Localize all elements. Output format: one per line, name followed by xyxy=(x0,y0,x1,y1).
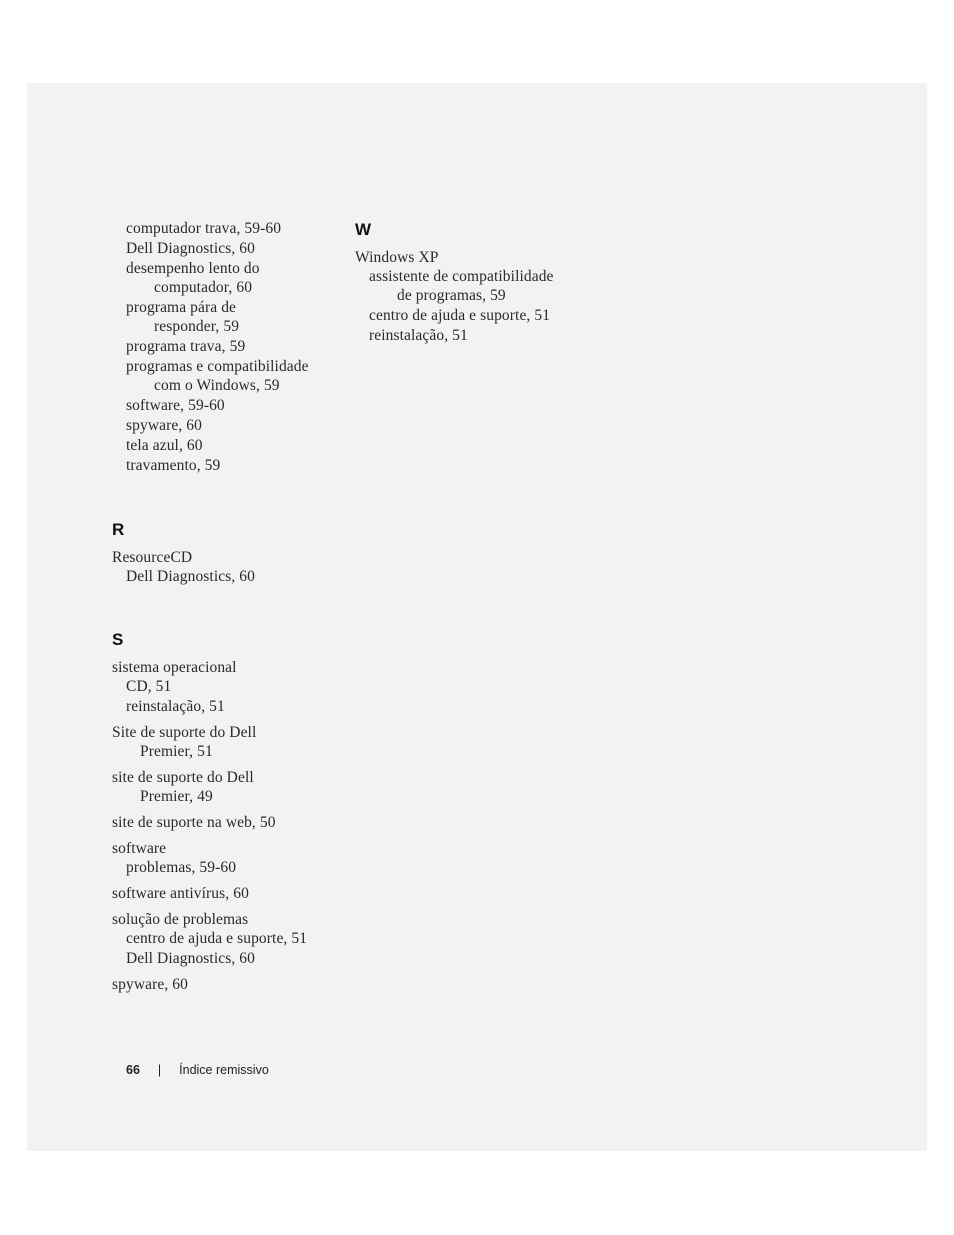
section-gap xyxy=(112,476,342,520)
index-entry-term: Windows XP xyxy=(355,249,439,266)
index-section-r xyxy=(112,520,342,586)
index-entry-term: Site de suporte do Dell xyxy=(112,724,257,741)
index-entry-solucao xyxy=(112,910,342,968)
index-subentry: software, 59-60 xyxy=(126,397,225,414)
index-subentry xyxy=(355,267,585,305)
index-entry-site-premier-2 xyxy=(112,768,342,806)
index-subentry: Dell Diagnostics, 60 xyxy=(126,568,255,585)
index-subentry-wrap: de programas, 59 xyxy=(397,287,506,304)
section-gap xyxy=(112,593,342,630)
index-subentry: travamento, 59 xyxy=(126,457,221,474)
index-section-s xyxy=(112,630,342,994)
index-subentry: Dell Diagnostics, 60 xyxy=(126,240,255,257)
document-page xyxy=(27,83,927,1151)
index-column-left xyxy=(112,219,342,1001)
index-subentry: programa trava, 59 xyxy=(126,338,246,355)
index-subentry-line: programas e compatibilidade xyxy=(126,358,309,375)
index-entry-site-web: site de suporte na web, 50 xyxy=(112,814,276,831)
index-subentry: centro de ajuda e suporte, 51 xyxy=(369,307,551,324)
index-entry-software-antivirus: software antivírus, 60 xyxy=(112,885,249,902)
page-number: 66 xyxy=(126,1063,140,1077)
index-entry-term: site de suporte do Dell xyxy=(112,769,254,786)
index-entry-windows-xp xyxy=(355,248,585,345)
index-subentry: spyware, 60 xyxy=(126,417,202,434)
index-subentry-line: desempenho lento do xyxy=(126,260,260,277)
index-entry-site-premier-1 xyxy=(112,723,342,761)
index-subentry: CD, 51 xyxy=(126,678,172,695)
index-subentry: centro de ajuda e suporte, 51 xyxy=(126,930,308,947)
index-subentry: tela azul, 60 xyxy=(126,437,203,454)
index-subentry: computador trava, 59-60 xyxy=(126,220,282,237)
index-column-right xyxy=(355,220,585,352)
index-entry-term: software xyxy=(112,840,167,857)
index-subentry: Dell Diagnostics, 60 xyxy=(126,950,255,967)
index-subentry xyxy=(112,259,342,297)
index-subentry xyxy=(112,298,342,336)
index-entry-software xyxy=(112,839,342,877)
index-entry-resourcecd xyxy=(112,548,342,586)
section-letter-w: W xyxy=(355,220,372,239)
footer-title: Índice remissivo xyxy=(179,1063,269,1077)
index-subentry-line: programa pára de xyxy=(126,299,237,316)
index-entry-spyware: spyware, 60 xyxy=(112,976,188,993)
index-subentry: reinstalação, 51 xyxy=(369,327,468,344)
index-subentry-wrap: com o Windows, 59 xyxy=(154,377,280,394)
index-entry-wrap: Premier, 51 xyxy=(140,743,213,760)
index-entry-sistema xyxy=(112,658,342,716)
index-subentry-line: assistente de compatibilidade xyxy=(369,268,554,285)
index-subentry-wrap: computador, 60 xyxy=(154,279,253,296)
index-subentry: reinstalação, 51 xyxy=(126,698,225,715)
index-entry-term: solução de problemas xyxy=(112,911,249,928)
footer-separator: | xyxy=(157,1063,162,1077)
index-subentry: problemas, 59-60 xyxy=(126,859,237,876)
section-letter-r: R xyxy=(112,520,125,539)
page-footer xyxy=(126,1063,269,1077)
index-entry-term: ResourceCD xyxy=(112,549,193,566)
index-entry-wrap: Premier, 49 xyxy=(140,788,213,805)
index-subentry-wrap: responder, 59 xyxy=(154,318,240,335)
index-subentry xyxy=(112,357,342,395)
index-entry-term: sistema operacional xyxy=(112,659,237,676)
section-letter-s: S xyxy=(112,630,124,649)
index-group-top xyxy=(112,219,342,475)
